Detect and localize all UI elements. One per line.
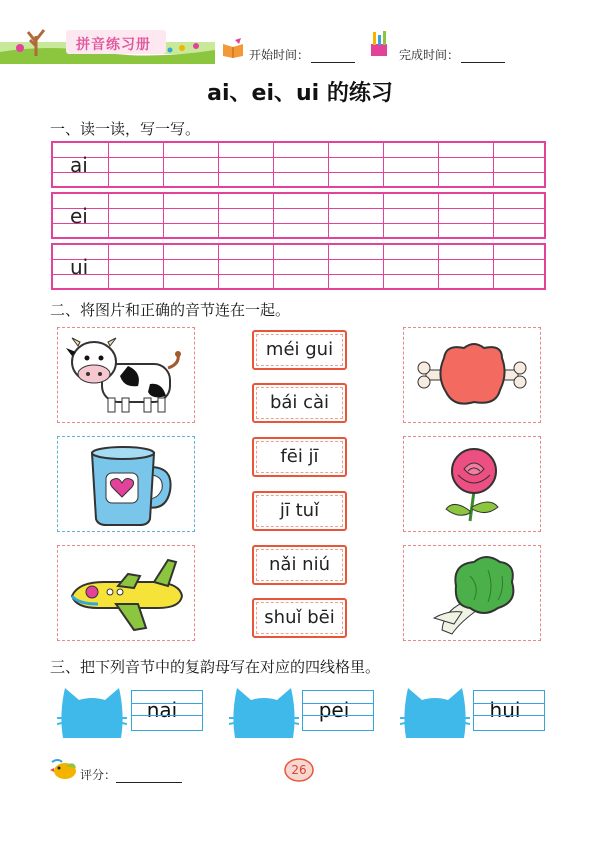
end-time bbox=[399, 46, 505, 63]
syllable-card-4[interactable]: jī tuǐ bbox=[252, 491, 347, 531]
image-card-cow[interactable] bbox=[57, 327, 195, 423]
syllable-card-2[interactable]: bái cài bbox=[252, 383, 347, 423]
syllable-hui: hui bbox=[489, 698, 521, 722]
rose-icon bbox=[404, 437, 540, 531]
book-title: 拼音练习册 bbox=[76, 37, 151, 53]
end-time-blank[interactable] bbox=[461, 50, 505, 63]
syllable-card-3[interactable]: fēi jī bbox=[252, 437, 347, 477]
airplane-icon bbox=[58, 546, 194, 640]
four-line-grid-hui[interactable] bbox=[473, 690, 545, 731]
start-time bbox=[249, 46, 355, 63]
writing-grid-ui[interactable] bbox=[51, 243, 546, 290]
image-card-cup[interactable] bbox=[57, 436, 195, 532]
cat-card-pei bbox=[229, 684, 350, 742]
pencil-cup-icon bbox=[366, 30, 392, 58]
cat-card-nai bbox=[57, 684, 178, 742]
drumstick-icon bbox=[404, 328, 540, 422]
grid-label-ai: ai bbox=[70, 153, 88, 177]
writing-grid-ai[interactable] bbox=[51, 141, 546, 188]
score-label: 评分： bbox=[80, 768, 117, 782]
cat-head-icon bbox=[57, 684, 127, 742]
bird-icon bbox=[50, 758, 78, 780]
cup-icon bbox=[58, 437, 194, 531]
book-icon bbox=[221, 38, 245, 58]
page-title: ai、ei、ui 的练习 bbox=[207, 81, 393, 106]
four-line-grid-nai[interactable] bbox=[131, 690, 203, 731]
start-time-blank[interactable] bbox=[311, 50, 355, 63]
cat-head-icon bbox=[229, 684, 299, 742]
image-card-airplane[interactable] bbox=[57, 545, 195, 641]
syllable-card-1[interactable]: méi gui bbox=[252, 330, 347, 370]
cabbage-icon bbox=[404, 546, 540, 640]
score-blank[interactable] bbox=[116, 770, 182, 783]
image-card-cabbage[interactable] bbox=[403, 545, 541, 641]
image-card-rose[interactable] bbox=[403, 436, 541, 532]
cat-head-icon bbox=[400, 684, 470, 742]
four-line-grid-pei[interactable] bbox=[302, 690, 374, 731]
start-time-label: 开始时间： bbox=[249, 48, 310, 62]
page-number: 26 bbox=[291, 763, 307, 777]
syllable-nai: nai bbox=[146, 698, 178, 722]
grid-label-ui: ui bbox=[70, 255, 89, 279]
cat-card-hui bbox=[400, 684, 521, 742]
syllable-pei: pei bbox=[318, 698, 350, 722]
image-card-drumstick[interactable] bbox=[403, 327, 541, 423]
grid-label-ei: ei bbox=[70, 204, 88, 228]
section-three-heading: 三、把下列音节中的复韵母写在对应的四线格里。 bbox=[50, 658, 381, 676]
score bbox=[80, 766, 182, 783]
syllable-card-6[interactable]: shuǐ bēi bbox=[252, 598, 347, 638]
section-one-heading: 一、读一读，写一写。 bbox=[50, 120, 201, 138]
cow-icon bbox=[58, 328, 194, 422]
end-time-label: 完成时间： bbox=[399, 48, 460, 62]
syllable-card-5[interactable]: nǎi niú bbox=[252, 545, 347, 585]
writing-grid-ei[interactable] bbox=[51, 192, 546, 239]
section-two-heading: 二、将图片和正确的音节连在一起。 bbox=[50, 301, 291, 319]
